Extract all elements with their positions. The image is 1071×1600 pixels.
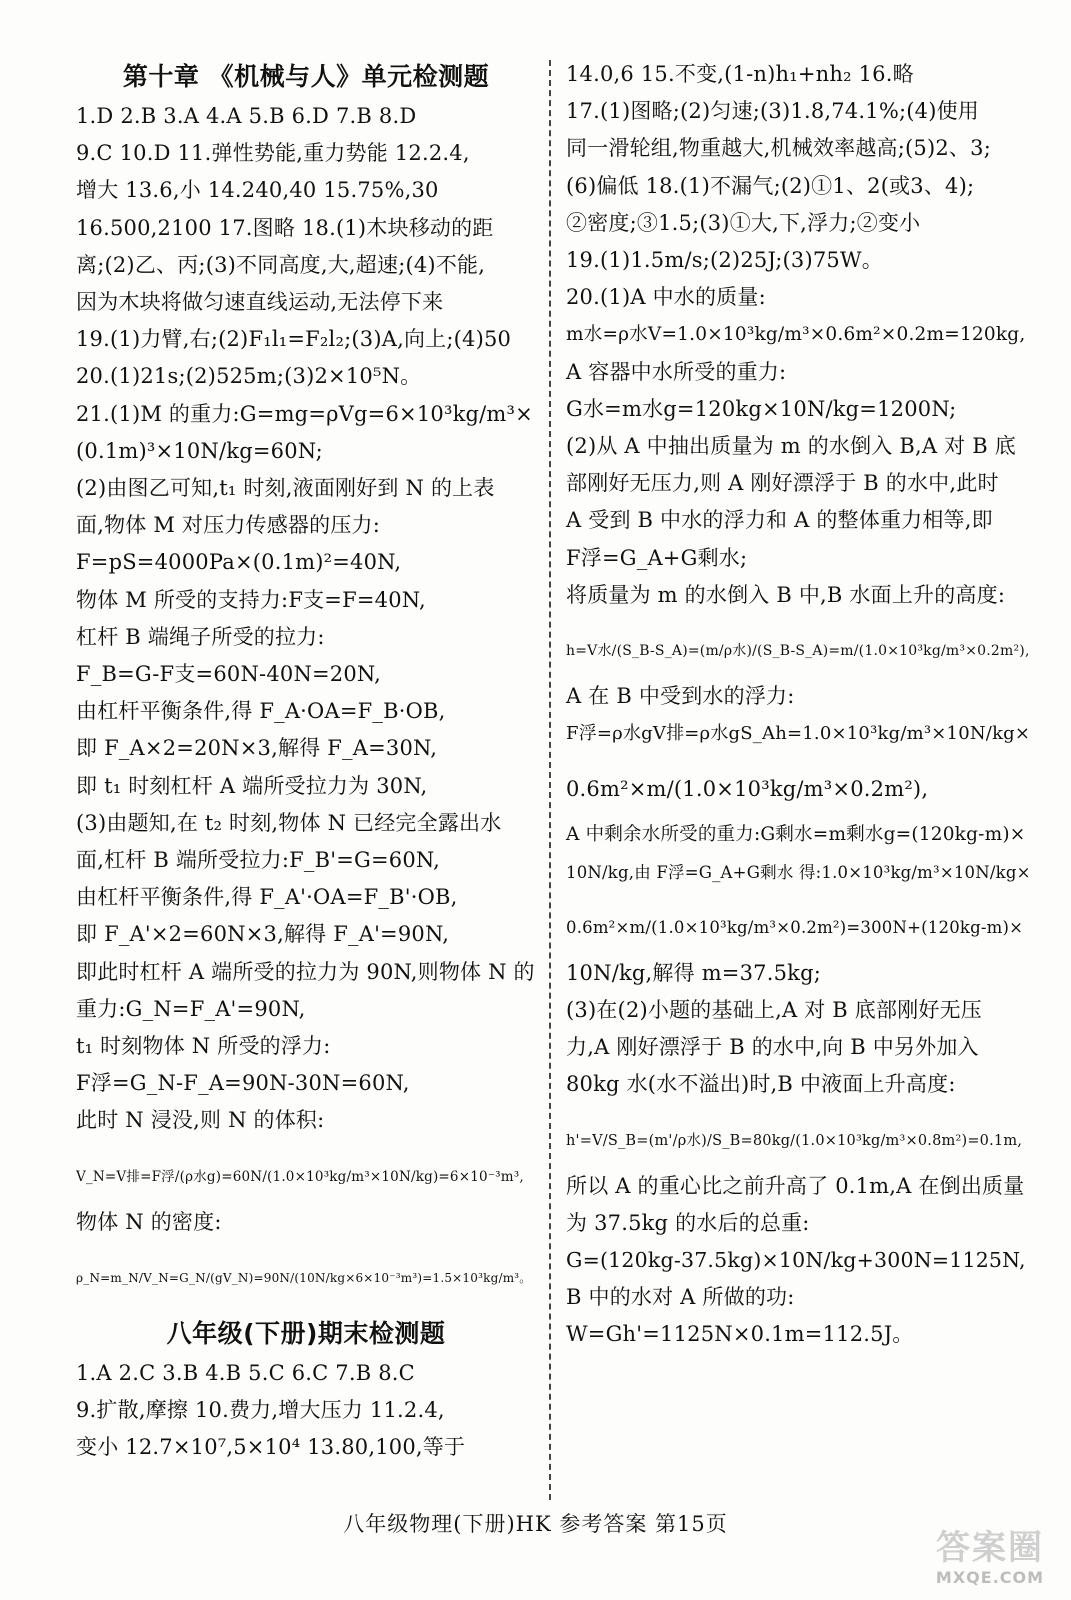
answer-line: 将质量为 m 的水倒入 B 中,B 水面上升的高度: — [566, 582, 1006, 607]
answer-line: 部刚好无压力,则 A 刚好漂浮于 B 的水中,此时 — [566, 471, 999, 496]
answer-line: F浮=G_A+G剩水; — [566, 545, 748, 570]
answer-line: 20.(1)21s;(2)525m;(3)2×10⁵N。 — [76, 364, 422, 389]
answer-line: 10N/kg,解得 m=37.5kg; — [566, 960, 821, 985]
final-exam-answers-continued — [566, 56, 1036, 1354]
answer-line: 19.(1)力臂,右;(2)F₁l₁=F₂l₂;(3)A,向上;(4)50 — [76, 327, 512, 352]
answer-line: 0.6m²×m/(1.0×10³kg/m³×0.2m²), — [566, 777, 929, 802]
answer-line: 由杠杆平衡条件,得 F_A·OA=F_B·OB, — [76, 699, 446, 724]
answer-line: (3)由题知,在 t₂ 时刻,物体 N 已经完全露出水 — [76, 810, 502, 835]
section-heading-final-exam: 八年级(下册)期末检测题 — [166, 1318, 446, 1348]
answer-line: A 中剩余水所受的重力:G剩水=m剩水g=(120kg-m)× — [566, 824, 1026, 846]
answer-line: A 容器中水所受的重力: — [566, 359, 787, 384]
chapter10-answers — [76, 98, 536, 1305]
answer-line: 即 F_A'×2=60N×3,解得 F_A'=90N, — [76, 922, 450, 947]
answer-line: 面,杠杆 B 端所受拉力:F_B'=G=60N, — [76, 848, 441, 873]
answer-line: 离;(2)乙、丙;(3)不同高度,大,超速;(4)不能, — [76, 252, 486, 277]
answer-line: A 受到 B 中水的浮力和 A 的整体重力相等,即 — [566, 508, 993, 533]
answer-line: ρ_N=m_N/V_N=G_N/(gV_N)=90N/(10N/kg×6×10⁻³m³)=1.5×10³kg/m³。 — [76, 1270, 532, 1285]
answer-line: m水=ρ水V=1.0×10³kg/m³×0.6m²×0.2m=120kg, — [566, 324, 1026, 346]
answer-line: h=V水/(S_B-S_A)=(m/ρ水)/(S_B-S_A)=m/(1.0×10³kg/m³×0.2m²), — [566, 643, 1030, 660]
watermark-text: 答案圈 — [936, 1528, 1044, 1568]
answer-line: (6)偏低 18.(1)不漏气;(2)①1、2(或3、4); — [566, 173, 975, 198]
answer-line: (0.1m)³×10N/kg=60N; — [76, 438, 323, 463]
answer-line: t₁ 时刻物体 N 所受的浮力: — [76, 1034, 331, 1059]
answer-line: W=Gh'=1125N×0.1m=112.5J。 — [566, 1322, 914, 1347]
answer-line: 增大 13.6,小 14.240,40 15.75%,30 — [76, 178, 439, 203]
answer-line: A 在 B 中受到水的浮力: — [566, 684, 795, 709]
answer-line: 所以 A 的重心比之前升高了 0.1m,A 在倒出质量 — [566, 1173, 1025, 1198]
watermark-logo — [915, 1528, 1065, 1594]
answer-line: 杠杆 B 端绳子所受的拉力: — [76, 624, 325, 649]
answer-line: 重力:G_N=F_A'=90N, — [76, 996, 306, 1021]
answer-line: 变小 12.7×10⁷,5×10⁴ 13.80,100,等于 — [76, 1435, 466, 1460]
left-column — [76, 56, 536, 1467]
answer-line: 10N/kg,由 F浮=G_A+G剩水 得:1.0×10³kg/m³×10N/kg× — [566, 862, 1031, 882]
answer-line: F=pS=4000Pa×(0.1m)²=40N, — [76, 550, 402, 575]
answer-line: 9.扩散,摩擦 10.费力,增大压力 11.2.4, — [76, 1398, 445, 1423]
answer-line: 因为木块将做匀速直线运动,无法停下来 — [76, 290, 444, 315]
answer-line: 即此时杠杆 A 端所受的拉力为 90N,则物体 N 的 — [76, 959, 535, 984]
column-divider — [549, 60, 551, 1500]
answer-line: B 中的水对 A 所做的功: — [566, 1285, 795, 1310]
answer-line: 19.(1)1.5m/s;(2)25J;(3)75W。 — [566, 248, 883, 273]
answer-line: G水=m水g=120kg×10N/kg=1200N; — [566, 396, 957, 421]
answer-line: 即 F_A×2=20N×3,解得 F_A=30N, — [76, 736, 438, 761]
answer-line: 20.(1)A 中水的质量: — [566, 285, 766, 310]
answer-line: 同一滑轮组,物重越大,机械效率越高;(5)2、3; — [566, 136, 991, 161]
answer-line: 1.D 2.B 3.A 4.A 5.B 6.D 7.B 8.D — [76, 104, 417, 128]
answer-line: 为 37.5kg 的水后的总重: — [566, 1210, 810, 1235]
page-footer: 八年级物理(下册)HK 参考答案 第15页 — [343, 1512, 728, 1536]
answer-line: 21.(1)M 的重力:G=mg=ρVg=6×10³kg/m³× — [76, 401, 533, 426]
answer-line: 由杠杆平衡条件,得 F_A'·OA=F_B'·OB, — [76, 885, 458, 910]
answer-line: 9.C 10.D 11.弹性势能,重力势能 12.2.4, — [76, 141, 470, 166]
answer-line: (2)由图乙可知,t₁ 时刻,液面刚好到 N 的上表 — [76, 476, 495, 501]
answer-line: G=(120kg-37.5kg)×10N/kg+300N=1125N, — [566, 1248, 1026, 1273]
answer-line: h'=V/S_B=(m'/ρ水)/S_B=80kg/(1.0×10³kg/m³×0.8m²)=0.1m, — [566, 1132, 1023, 1149]
answer-line: F_B=G-F支=60N-40N=20N, — [76, 662, 382, 687]
final-exam-answers — [76, 1355, 536, 1467]
answer-line: 17.(1)图略;(2)匀速;(3)1.8,74.1%;(4)使用 — [566, 99, 979, 124]
answer-line: 即 t₁ 时刻杠杆 A 端所受拉力为 30N, — [76, 773, 428, 798]
answer-line: 面,物体 M 对压力传感器的压力: — [76, 513, 381, 538]
answer-line: (2)从 A 中抽出质量为 m 的水倒入 B,A 对 B 底 — [566, 434, 1016, 459]
answer-line: ②密度;③1.5;(3)①大,下,浮力;②变小 — [566, 210, 921, 235]
answer-line: F浮=ρ水gV排=ρ水gS_Ah=1.0×10³kg/m³×10N/kg× — [566, 723, 1031, 745]
answer-line: 物体 M 所受的支持力:F支=F=40N, — [76, 587, 426, 612]
section-heading-chapter10: 第十章 《机械与人》单元检测题 — [122, 62, 490, 91]
answer-line: 物体 N 的密度: — [76, 1209, 222, 1234]
answer-line: 0.6m²×m/(1.0×10³kg/m³×0.2m²)=300N+(120kg-m)× — [566, 917, 1024, 937]
right-column — [566, 56, 1036, 1354]
watermark-url: MXQE.COM — [935, 1568, 1045, 1587]
answer-line: 16.500,2100 17.图略 18.(1)木块移动的距 — [76, 215, 494, 240]
answer-line: 80kg 水(水不溢出)时,B 中液面上升高度: — [566, 1072, 956, 1097]
answer-line: F浮=G_N-F_A=90N-30N=60N, — [76, 1071, 410, 1096]
answer-line: (3)在(2)小题的基础上,A 对 B 底部刚好无压 — [566, 998, 982, 1023]
answer-line: 1.A 2.C 3.B 4.B 5.C 6.C 7.B 8.C — [76, 1360, 415, 1385]
answer-line: V_N=V排=F浮/(ρ水g)=60N/(1.0×10³kg/m³×10N/kg)=6×10⁻³m³, — [76, 1168, 524, 1185]
answer-line: 14.0,6 15.不变,(1-n)h₁+nh₂ 16.略 — [566, 62, 914, 86]
answer-line: 力,A 刚好漂浮于 B 的水中,向 B 中另外加入 — [566, 1035, 979, 1060]
answer-line: 此时 N 浸没,则 N 的体积: — [76, 1108, 325, 1133]
